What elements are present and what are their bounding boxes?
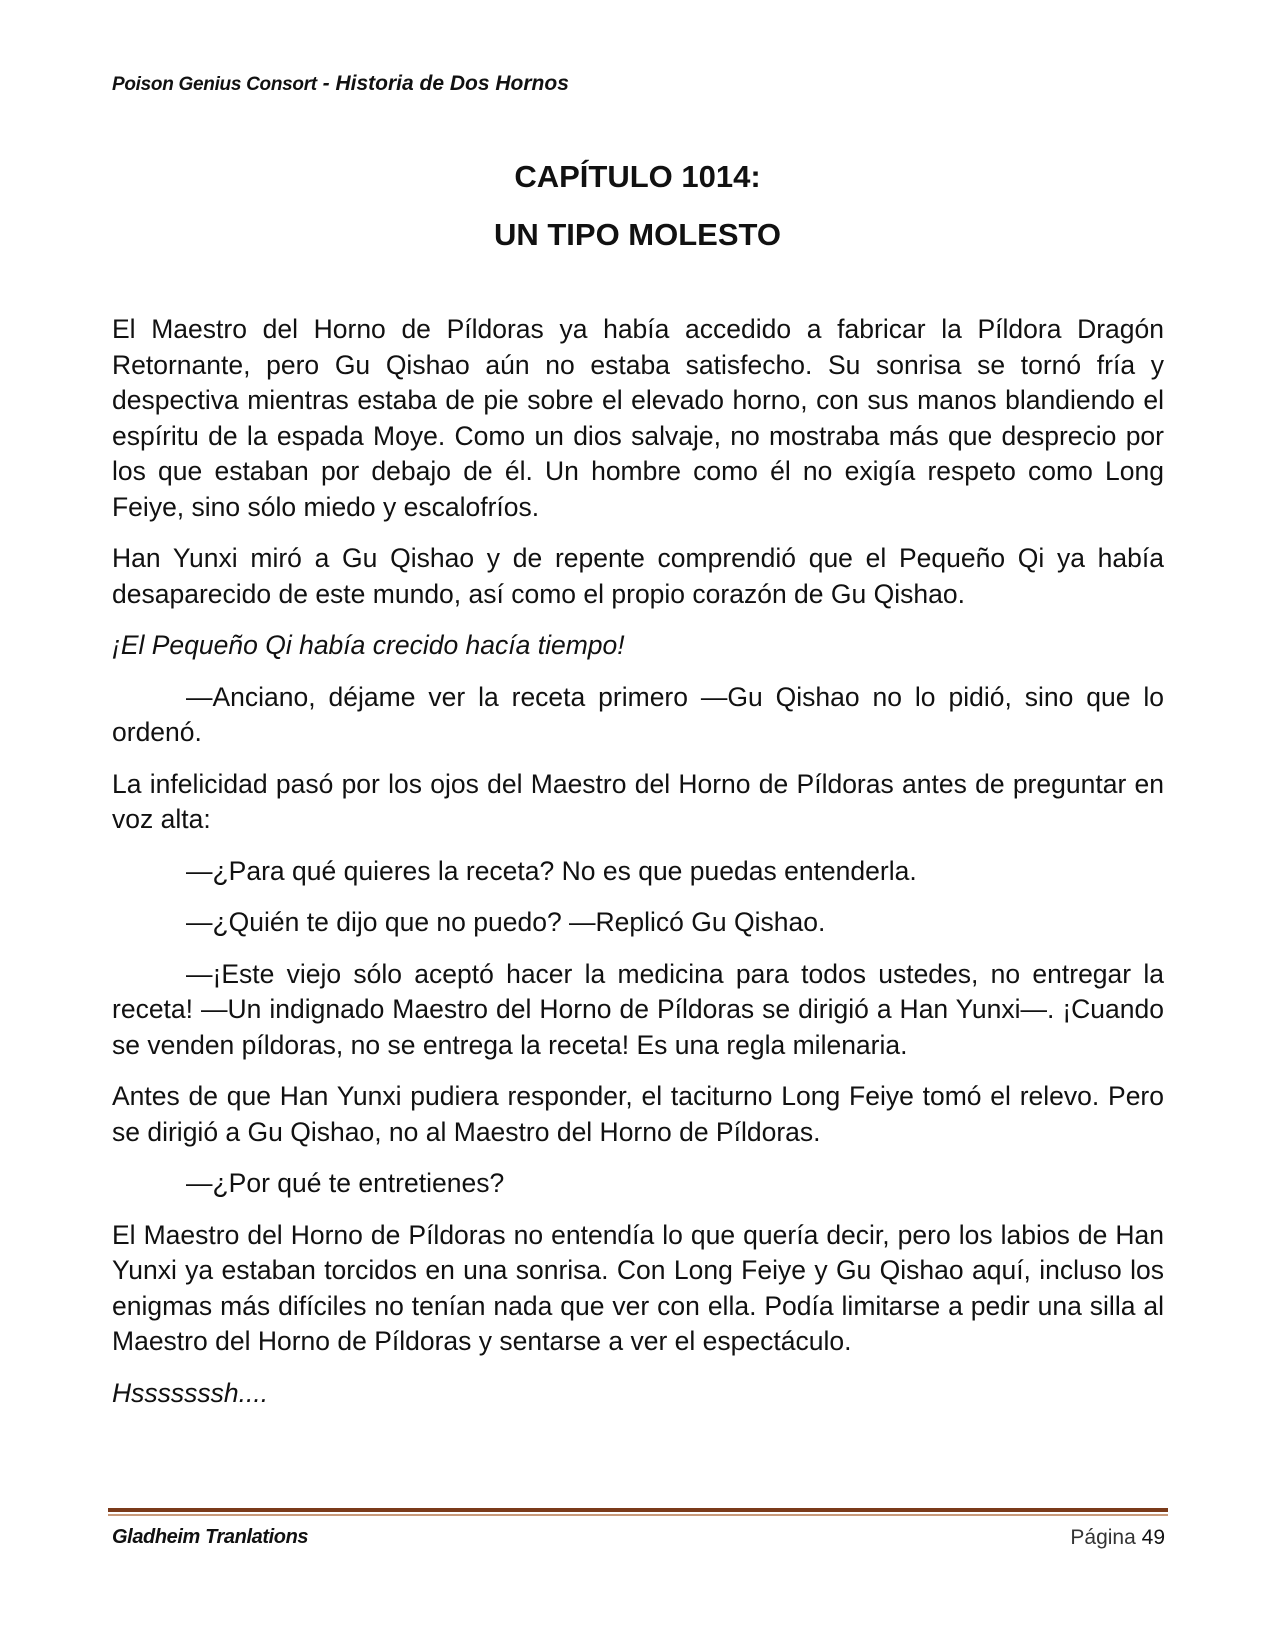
volume-title: Historia de Dos Hornos (335, 72, 569, 95)
chapter-title: UN TIPO MOLESTO (493, 217, 782, 252)
header-separator: - (316, 72, 336, 95)
paragraph: El Maestro del Horno de Píldoras no entendía lo que quería decir, pero los labios de Han Yunxi ya estaban torcidos en una sonrisa. Con Long Feiye y Gu Qishao aquí, incluso los enigmas más difíciles no tenían nada que ver con ella. Podía limitarse a pedir una silla al Maestro del Horno de Píldoras y sentarse a ver el espectáculo. (112, 1219, 1164, 1356)
paragraph-italic: ¡El Pequeño Qi había crecido hacía tiempo! (112, 630, 625, 660)
page-label: Página (1070, 1526, 1136, 1549)
paragraph: Han Yunxi miró a Gu Qishao y de repente comprendió que el Pequeño Qi ya había desaparecido de este mundo, así como el propio corazón de Gu Qishao. (112, 543, 1164, 609)
page-number: 49 (1141, 1526, 1165, 1549)
footer-publisher: Gladheim Tranlations (112, 1526, 309, 1548)
paragraph: Antes de que Han Yunxi pudiera responder, el taciturno Long Feiye tomó el relevo. Pero se dirigió a Gu Qishao, no al Maestro del Horno de Píldoras. (112, 1081, 1164, 1147)
footer-rule (108, 1508, 1168, 1516)
page-indicator (1070, 1526, 1165, 1550)
paragraph-italic: Hsssssssh.... (112, 1377, 269, 1408)
footer-rule-thick (108, 1508, 1168, 1512)
chapter-number: CAPÍTULO 1014: (514, 159, 761, 194)
dialogue-paragraph: —¿Para qué quieres la receta? No es que puedas entenderla. (186, 855, 917, 886)
paragraph: La infelicidad pasó por los ojos del Maestro del Horno de Píldoras antes de preguntar en voz alta: (112, 768, 1164, 834)
paragraph: El Maestro del Horno de Píldoras ya había accedido a fabricar la Píldora Dragón Retornante, pero Gu Qishao aún no estaba satisfecho. Su sonrisa se tornó fría y despectiva mientras estaba de pie sobre el elevado horno, con sus manos blandiendo el espíritu de la espada Moye. Como un dios salvaje, no mostraba más que desprecio por los que estaban por debajo de él. Un hombre como él no exigía respeto como Long Feiye, sino sólo miedo y escalofríos. (112, 314, 1164, 522)
book-title: Poison Genius Consort (112, 74, 317, 95)
dialogue-paragraph: —Anciano, déjame ver la receta primero —Gu Qishao no lo pidió, sino que lo ordenó. (112, 681, 1164, 747)
chapter-heading (0, 148, 1275, 264)
footer-rule-thin (108, 1514, 1168, 1516)
dialogue-paragraph: —¡Este viejo sólo aceptó hacer la medicina para todos ustedes, no entregar la receta! —Un indignado Maestro del Horno de Píldoras se dirigió a Han Yunxi—. ¡Cuando se venden píldoras, no se entrega la receta! Es una regla milenaria. (112, 958, 1164, 1060)
chapter-body (112, 312, 1164, 1427)
dialogue-paragraph: —¿Quién te dijo que no puedo? —Replicó Gu Qishao. (186, 907, 826, 937)
dialogue-paragraph: —¿Por qué te entretienes? (186, 1168, 505, 1198)
running-header (112, 72, 569, 96)
